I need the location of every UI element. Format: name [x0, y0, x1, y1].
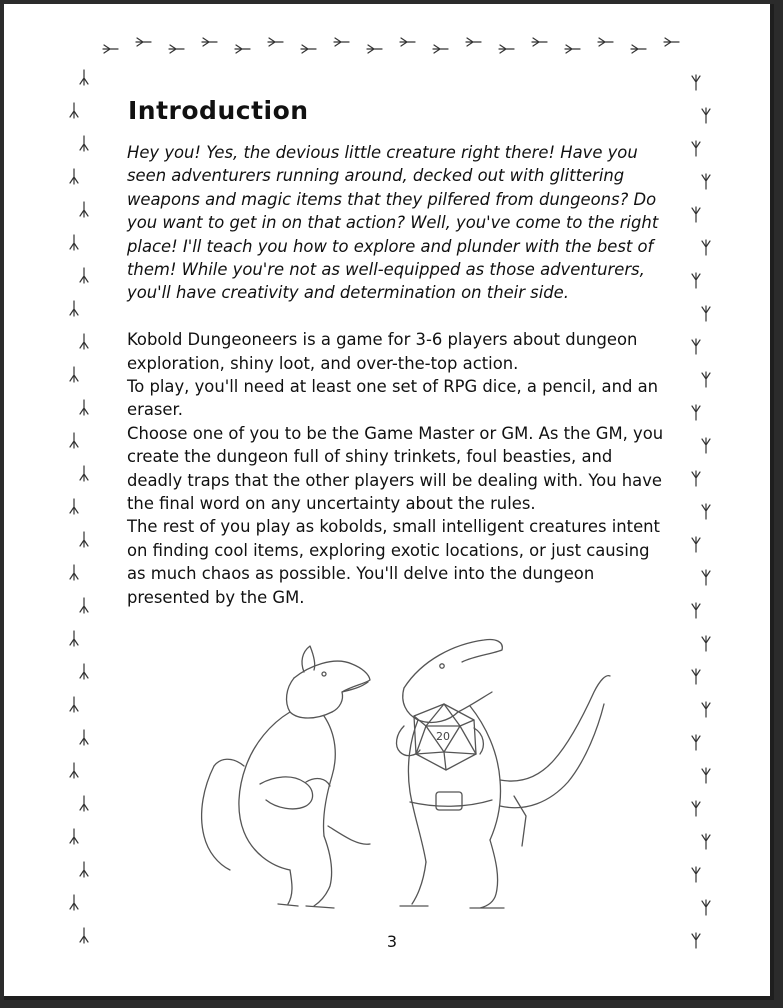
footprint-icon	[70, 499, 78, 514]
footprint-icon	[80, 862, 88, 877]
footprint-icon	[80, 598, 88, 613]
footprint-icon	[70, 763, 78, 778]
page-title: Introduction	[128, 96, 309, 125]
footprint-icon	[80, 532, 88, 547]
footprint-icon	[692, 207, 700, 222]
footprint-icon	[268, 38, 283, 46]
intro-paragraph: Hey you! Yes, the devious little creature right there! Have you seen adventurers running around, decked out with glittering weapons and magic items that they pilfered from dungeons? Do you want to get in on that action? Well, you've come to the right place! I'll teach you how to explore and plunder with the best of them! While you're not as well-equipped as those adventurers, you'll have creativity and determination on their side.	[127, 143, 659, 303]
footprint-icon	[80, 202, 88, 217]
page-number: 3	[386, 932, 398, 951]
footprint-icon	[692, 735, 700, 750]
paragraph-players: The rest of you play as kobolds, small intelligent creatures intent on finding cool items, exploring exotic locations, or just causing as much chaos as possible. You'll delve into the dungeon presented by the GM.	[127, 517, 660, 607]
footprint-icon	[692, 339, 700, 354]
footprint-icon	[70, 631, 78, 646]
footprint-icon	[169, 45, 184, 53]
kobolds-illustration	[174, 616, 624, 916]
footprint-icon	[702, 636, 710, 651]
footprint-icon	[400, 38, 415, 46]
paragraph-game-description: Kobold Dungeoneers is a game for 3-6 players about dungeon exploration, shiny loot, and over-the-top action.	[127, 330, 638, 373]
footprint-icon	[702, 702, 710, 717]
footprint-icon	[235, 45, 250, 53]
paragraph-materials: To play, you'll need at least one set of RPG dice, a pencil, and an eraser.	[127, 377, 659, 420]
footprint-icon	[70, 697, 78, 712]
footprint-icon	[80, 400, 88, 415]
footprint-icon	[692, 801, 700, 816]
footprint-icon	[334, 38, 349, 46]
footprint-icon	[692, 75, 700, 90]
footprint-icon	[80, 928, 88, 943]
footprint-icon	[532, 38, 547, 46]
footprint-icon	[598, 38, 613, 46]
footprint-icon	[692, 537, 700, 552]
footprint-icon	[692, 405, 700, 420]
footprint-icon	[702, 108, 710, 123]
footprint-icon	[70, 895, 78, 910]
footprint-icon	[702, 174, 710, 189]
right-kobold-sketch	[397, 639, 610, 908]
footprint-icon	[70, 565, 78, 580]
footprint-icon	[80, 466, 88, 481]
footprint-icon	[80, 70, 88, 85]
body-text	[127, 141, 667, 609]
footprint-icon	[80, 268, 88, 283]
footprint-icon	[692, 141, 700, 156]
footprint-icon	[692, 867, 700, 882]
footprint-icon	[80, 334, 88, 349]
footprint-icon	[702, 570, 710, 585]
footprint-icon	[80, 796, 88, 811]
footprint-icon	[433, 45, 448, 53]
footprint-icon	[70, 235, 78, 250]
footprint-icon	[70, 169, 78, 184]
footprint-icon	[631, 45, 646, 53]
footprint-icon	[692, 669, 700, 684]
footprint-icon	[692, 933, 700, 948]
footprint-icon	[301, 45, 316, 53]
footprint-icon	[70, 433, 78, 448]
footprint-icon	[702, 438, 710, 453]
footprint-icon	[702, 504, 710, 519]
footprint-icon	[702, 900, 710, 915]
footprint-icon	[136, 38, 151, 46]
footprint-icon	[499, 45, 514, 53]
footprint-icon	[70, 829, 78, 844]
footprint-icon	[80, 136, 88, 151]
footprint-icon	[202, 38, 217, 46]
footprint-icon	[702, 834, 710, 849]
footprint-icon	[702, 768, 710, 783]
footprint-icon	[702, 306, 710, 321]
footprint-icon	[692, 471, 700, 486]
footprint-icon	[664, 38, 679, 46]
footprint-icon	[80, 664, 88, 679]
footprint-icon	[692, 603, 700, 618]
footprint-icon	[702, 240, 710, 255]
footprint-icon	[702, 372, 710, 387]
document-page	[4, 4, 774, 1000]
footprint-icon	[70, 103, 78, 118]
footprint-icon	[103, 45, 118, 53]
footprint-icon	[367, 45, 382, 53]
footprint-icon	[80, 730, 88, 745]
footprint-icon	[70, 367, 78, 382]
footprint-icon	[466, 38, 481, 46]
die-number: 20	[436, 730, 450, 743]
left-kobold-sketch	[202, 646, 370, 908]
paragraph-game-master: Choose one of you to be the Game Master or GM. As the GM, you create the dungeon full of shiny trinkets, foul beasties, and deadly traps that the other players will be dealing with. You have the final word on any uncertainty about the rules.	[127, 423, 664, 514]
footprint-icon	[692, 273, 700, 288]
footprint-icon	[565, 45, 580, 53]
footprint-icon	[70, 301, 78, 316]
